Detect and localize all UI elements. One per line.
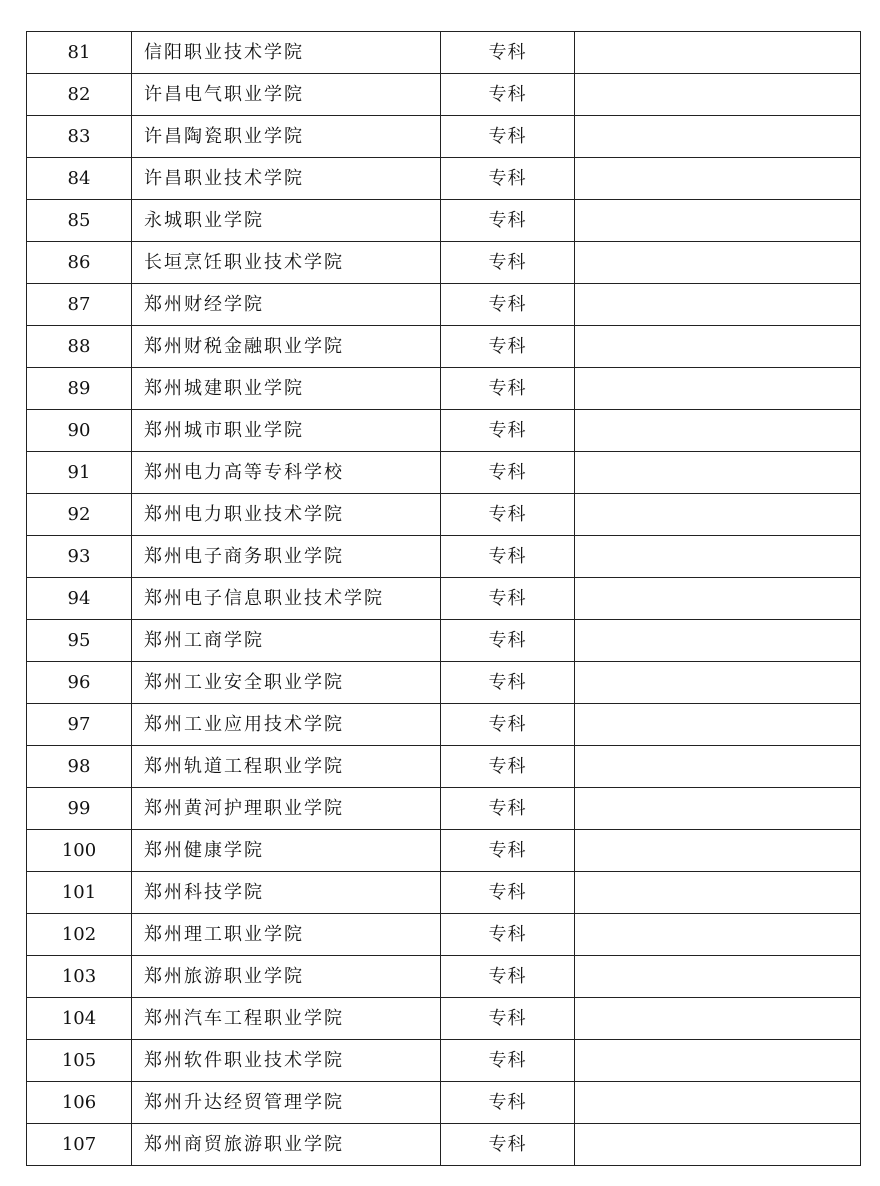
note-cell — [575, 1040, 861, 1082]
note-cell — [575, 326, 861, 368]
note-cell — [575, 452, 861, 494]
note-cell — [575, 746, 861, 788]
note-cell — [575, 872, 861, 914]
college-name-cell: 郑州财税金融职业学院 — [132, 326, 441, 368]
note-cell — [575, 578, 861, 620]
row-number-cell: 99 — [27, 788, 132, 830]
row-number-cell: 85 — [27, 200, 132, 242]
college-name-cell: 郑州升达经贸管理学院 — [132, 1082, 441, 1124]
row-number-cell: 106 — [27, 1082, 132, 1124]
education-level-cell: 专科 — [441, 1040, 575, 1082]
row-number-cell: 86 — [27, 242, 132, 284]
table-row — [27, 1040, 861, 1082]
education-level-cell: 专科 — [441, 1082, 575, 1124]
row-number-cell: 89 — [27, 368, 132, 410]
college-name-cell: 郑州轨道工程职业学院 — [132, 746, 441, 788]
table-row — [27, 536, 861, 578]
table-row — [27, 452, 861, 494]
college-name-cell: 许昌职业技术学院 — [132, 158, 441, 200]
row-number-cell: 103 — [27, 956, 132, 998]
table-row — [27, 116, 861, 158]
table-row — [27, 788, 861, 830]
education-level-cell: 专科 — [441, 914, 575, 956]
row-number-cell: 87 — [27, 284, 132, 326]
college-name-cell: 郑州黄河护理职业学院 — [132, 788, 441, 830]
college-name-cell: 郑州科技学院 — [132, 872, 441, 914]
table-row — [27, 1124, 861, 1166]
note-cell — [575, 704, 861, 746]
education-level-cell: 专科 — [441, 830, 575, 872]
education-level-cell: 专科 — [441, 1124, 575, 1166]
note-cell — [575, 200, 861, 242]
row-number-cell: 102 — [27, 914, 132, 956]
education-level-cell: 专科 — [441, 200, 575, 242]
college-name-cell: 郑州电力高等专科学校 — [132, 452, 441, 494]
table-row — [27, 494, 861, 536]
college-name-cell: 郑州电力职业技术学院 — [132, 494, 441, 536]
college-list-body — [27, 32, 861, 1166]
education-level-cell: 专科 — [441, 746, 575, 788]
college-name-cell: 许昌电气职业学院 — [132, 74, 441, 116]
table-row — [27, 368, 861, 410]
education-level-cell: 专科 — [441, 116, 575, 158]
table-row — [27, 242, 861, 284]
education-level-cell: 专科 — [441, 956, 575, 998]
education-level-cell: 专科 — [441, 326, 575, 368]
note-cell — [575, 788, 861, 830]
note-cell — [575, 956, 861, 998]
education-level-cell: 专科 — [441, 242, 575, 284]
table-row — [27, 620, 861, 662]
note-cell — [575, 1124, 861, 1166]
note-cell — [575, 494, 861, 536]
education-level-cell: 专科 — [441, 158, 575, 200]
table-row — [27, 914, 861, 956]
education-level-cell: 专科 — [441, 578, 575, 620]
college-name-cell: 郑州健康学院 — [132, 830, 441, 872]
education-level-cell: 专科 — [441, 410, 575, 452]
row-number-cell: 95 — [27, 620, 132, 662]
college-name-cell: 郑州理工职业学院 — [132, 914, 441, 956]
row-number-cell: 82 — [27, 74, 132, 116]
row-number-cell: 107 — [27, 1124, 132, 1166]
row-number-cell: 90 — [27, 410, 132, 452]
table-row — [27, 578, 861, 620]
table-row — [27, 158, 861, 200]
education-level-cell: 专科 — [441, 998, 575, 1040]
college-name-cell: 郑州工商学院 — [132, 620, 441, 662]
education-level-cell: 专科 — [441, 620, 575, 662]
note-cell — [575, 284, 861, 326]
row-number-cell: 93 — [27, 536, 132, 578]
note-cell — [575, 620, 861, 662]
college-name-cell: 郑州工业应用技术学院 — [132, 704, 441, 746]
table-row — [27, 956, 861, 998]
education-level-cell: 专科 — [441, 32, 575, 74]
row-number-cell: 101 — [27, 872, 132, 914]
table-row — [27, 872, 861, 914]
education-level-cell: 专科 — [441, 662, 575, 704]
row-number-cell: 96 — [27, 662, 132, 704]
education-level-cell: 专科 — [441, 284, 575, 326]
education-level-cell: 专科 — [441, 704, 575, 746]
row-number-cell: 88 — [27, 326, 132, 368]
row-number-cell: 81 — [27, 32, 132, 74]
note-cell — [575, 32, 861, 74]
college-name-cell: 郑州城市职业学院 — [132, 410, 441, 452]
college-name-cell: 永城职业学院 — [132, 200, 441, 242]
table-row — [27, 704, 861, 746]
note-cell — [575, 998, 861, 1040]
note-cell — [575, 410, 861, 452]
note-cell — [575, 74, 861, 116]
row-number-cell: 92 — [27, 494, 132, 536]
table-row — [27, 326, 861, 368]
college-name-cell: 长垣烹饪职业技术学院 — [132, 242, 441, 284]
row-number-cell: 83 — [27, 116, 132, 158]
education-level-cell: 专科 — [441, 536, 575, 578]
college-name-cell: 郑州财经学院 — [132, 284, 441, 326]
note-cell — [575, 536, 861, 578]
row-number-cell: 94 — [27, 578, 132, 620]
table-row — [27, 200, 861, 242]
table-row — [27, 32, 861, 74]
education-level-cell: 专科 — [441, 788, 575, 830]
college-list-table — [26, 31, 861, 1166]
college-name-cell: 郑州城建职业学院 — [132, 368, 441, 410]
table-row — [27, 662, 861, 704]
education-level-cell: 专科 — [441, 452, 575, 494]
table-row — [27, 746, 861, 788]
row-number-cell: 97 — [27, 704, 132, 746]
college-name-cell: 郑州汽车工程职业学院 — [132, 998, 441, 1040]
note-cell — [575, 368, 861, 410]
table-row — [27, 998, 861, 1040]
note-cell — [575, 914, 861, 956]
note-cell — [575, 1082, 861, 1124]
college-name-cell: 郑州旅游职业学院 — [132, 956, 441, 998]
education-level-cell: 专科 — [441, 872, 575, 914]
table-row — [27, 1082, 861, 1124]
education-level-cell: 专科 — [441, 74, 575, 116]
table-row — [27, 284, 861, 326]
note-cell — [575, 158, 861, 200]
table-row — [27, 410, 861, 452]
row-number-cell: 104 — [27, 998, 132, 1040]
table-row — [27, 74, 861, 116]
education-level-cell: 专科 — [441, 368, 575, 410]
table-row — [27, 830, 861, 872]
college-name-cell: 许昌陶瓷职业学院 — [132, 116, 441, 158]
row-number-cell: 98 — [27, 746, 132, 788]
college-name-cell: 郑州工业安全职业学院 — [132, 662, 441, 704]
note-cell — [575, 830, 861, 872]
college-name-cell: 郑州软件职业技术学院 — [132, 1040, 441, 1082]
college-list-table-wrap — [26, 31, 860, 1166]
college-name-cell: 郑州电子信息职业技术学院 — [132, 578, 441, 620]
education-level-cell: 专科 — [441, 494, 575, 536]
row-number-cell: 84 — [27, 158, 132, 200]
college-name-cell: 郑州商贸旅游职业学院 — [132, 1124, 441, 1166]
college-name-cell: 信阳职业技术学院 — [132, 32, 441, 74]
note-cell — [575, 242, 861, 284]
row-number-cell: 100 — [27, 830, 132, 872]
row-number-cell: 105 — [27, 1040, 132, 1082]
college-name-cell: 郑州电子商务职业学院 — [132, 536, 441, 578]
row-number-cell: 91 — [27, 452, 132, 494]
note-cell — [575, 116, 861, 158]
note-cell — [575, 662, 861, 704]
